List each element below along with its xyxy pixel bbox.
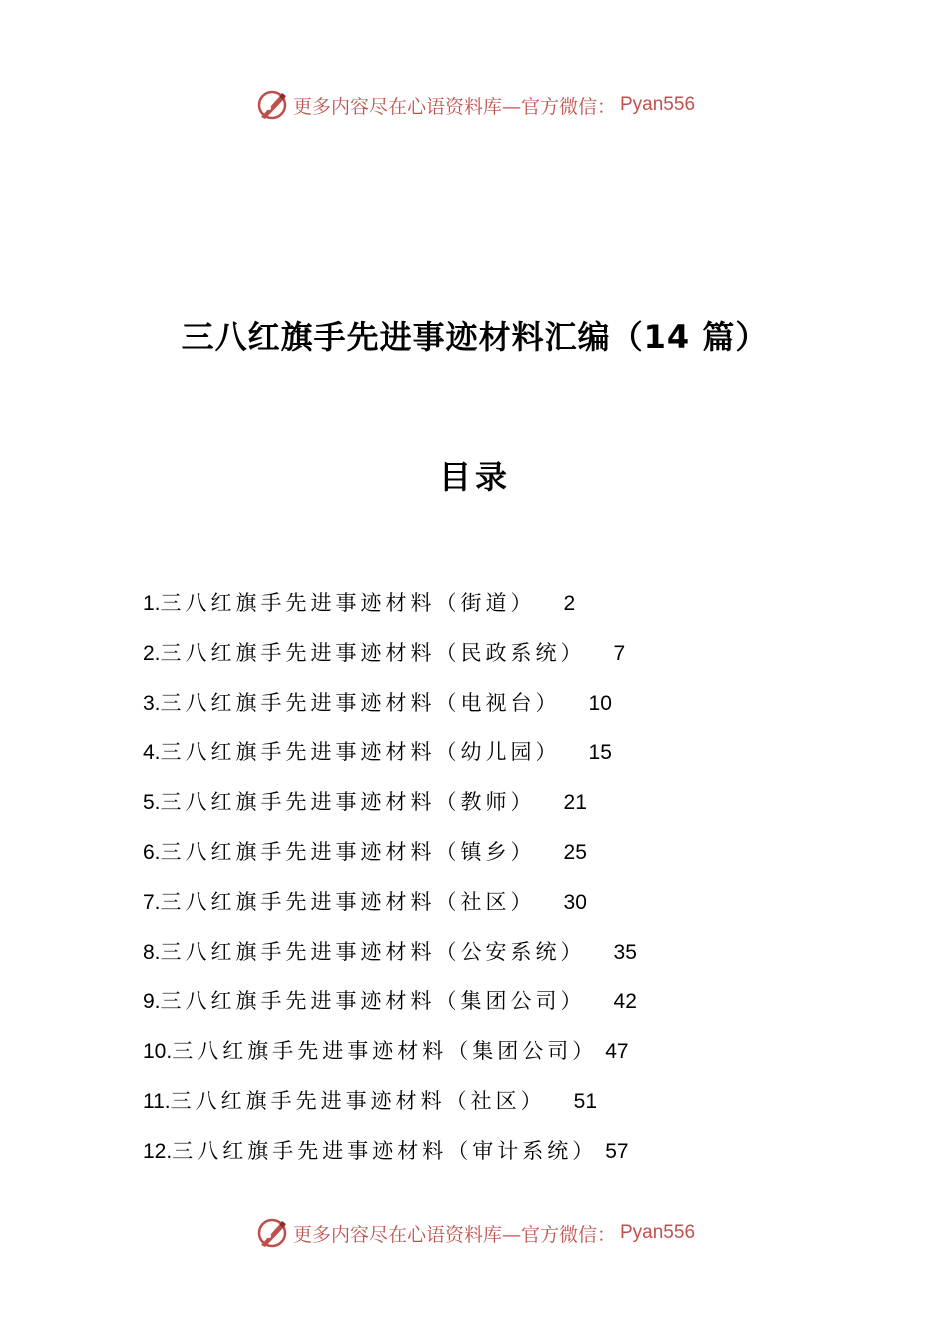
toc-title: 三八红旗手先进事迹材料（民政系统）: [160, 640, 586, 665]
toc-number: 2.: [143, 641, 161, 665]
toc-number: 7.: [143, 890, 161, 914]
toc-number: 5.: [143, 791, 161, 815]
toc-heading: 目录: [438, 458, 511, 496]
toc-entry-12[interactable]: [143, 1134, 637, 1184]
toc-title: 三八红旗手先进事迹材料（社区）: [170, 1088, 546, 1113]
toc-entry-10[interactable]: [143, 1034, 637, 1084]
toc-number: 1.: [143, 592, 161, 615]
toc-page: 30: [563, 890, 587, 914]
toc-entry-8[interactable]: [143, 935, 637, 985]
pen-logo-icon: [255, 1216, 289, 1250]
toc-number: 12.: [143, 1139, 173, 1163]
toc-title: 三八红旗手先进事迹材料（电视台）: [160, 690, 561, 715]
toc-number: 11.: [143, 1089, 171, 1113]
toc-title: 三八红旗手先进事迹材料（教师）: [160, 790, 536, 815]
toc-page: 25: [563, 840, 587, 864]
toc-page: 35: [613, 940, 637, 964]
toc-title: 三八红旗手先进事迹材料（审计系统）: [172, 1138, 598, 1163]
toc-entry-6[interactable]: [143, 835, 637, 885]
table-of-contents: [143, 586, 637, 1184]
toc-title: 三八红旗手先进事迹材料（集团公司）: [172, 1039, 598, 1064]
toc-number: 9.: [143, 990, 161, 1014]
toc-entry-11[interactable]: [143, 1084, 637, 1134]
toc-number: 6.: [143, 840, 161, 864]
toc-page: 7: [613, 641, 626, 665]
pen-logo-icon: [255, 88, 289, 122]
watermark-id: Pyan556: [620, 1222, 696, 1243]
toc-page: 57: [605, 1139, 629, 1163]
header-watermark: [0, 88, 950, 127]
toc-number: 3.: [143, 691, 161, 715]
footer-watermark: [0, 1216, 950, 1255]
toc-page: 10: [588, 691, 612, 715]
watermark-text: 更多内容尽在心语资料库—官方微信：: [292, 95, 616, 118]
toc-entry-2[interactable]: [143, 636, 637, 686]
toc-number: 4.: [143, 741, 161, 765]
toc-number: 10.: [143, 1040, 173, 1064]
toc-page: 42: [613, 990, 637, 1014]
toc-title: 三八红旗手先进事迹材料（街道）: [160, 591, 536, 615]
document-title: 三八红旗手先进事迹材料汇编（14 篇）: [181, 318, 769, 356]
toc-entry-4[interactable]: [143, 735, 637, 785]
toc-page: 2: [563, 592, 576, 615]
toc-entry-3[interactable]: [143, 686, 637, 736]
toc-entry-9[interactable]: [143, 984, 637, 1034]
toc-number: 8.: [143, 940, 161, 964]
toc-title: 三八红旗手先进事迹材料（公安系统）: [160, 939, 586, 964]
toc-entry-1[interactable]: [143, 586, 637, 636]
toc-page: 15: [588, 741, 612, 765]
toc-title: 三八红旗手先进事迹材料（镇乡）: [160, 839, 536, 864]
watermark-text: 更多内容尽在心语资料库—官方微信：: [292, 1223, 616, 1246]
toc-page: 21: [563, 791, 587, 815]
toc-page: 51: [573, 1089, 597, 1113]
watermark-id: Pyan556: [620, 94, 696, 115]
toc-title: 三八红旗手先进事迹材料（幼儿园）: [160, 740, 561, 765]
toc-title: 三八红旗手先进事迹材料（集团公司）: [160, 989, 586, 1014]
toc-entry-7[interactable]: [143, 885, 637, 935]
toc-page: 47: [605, 1040, 629, 1064]
toc-entry-5[interactable]: [143, 785, 637, 835]
toc-title: 三八红旗手先进事迹材料（社区）: [160, 889, 536, 914]
